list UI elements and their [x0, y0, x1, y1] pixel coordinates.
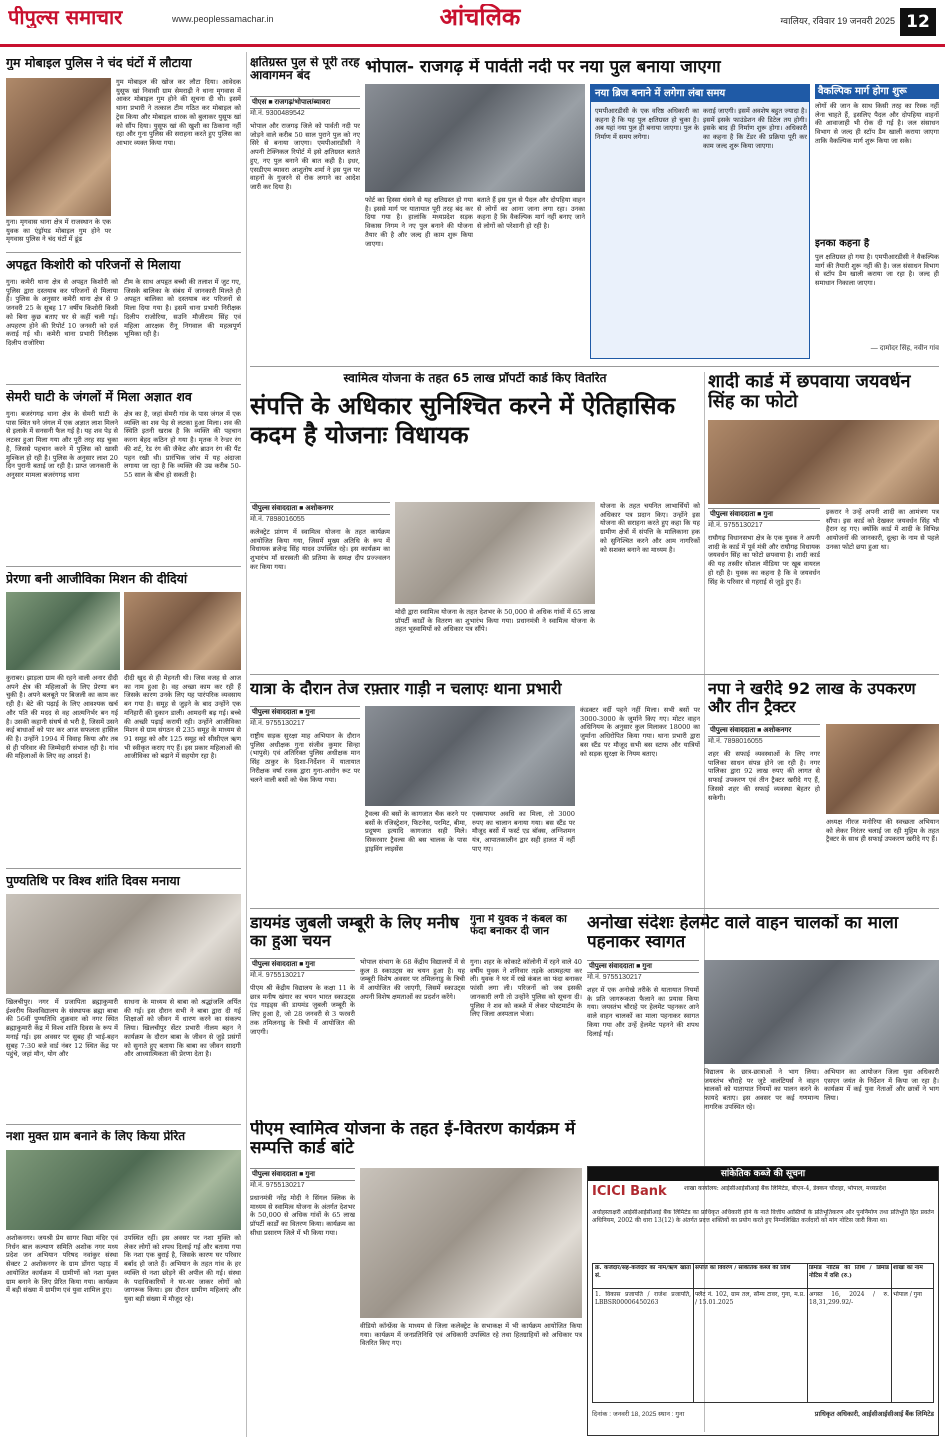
page-number: 12 — [900, 8, 936, 36]
story-text: कंडक्टर वर्दी पहने नहीं मिला। सभी बसों पर 3000-3000 के जुर्माने किए गए। मोटर वाहन अधिनियम के अनुसार कुल मिलाकर 18000 का जुर्माना अधिरोपित किया गया। थाना प्रभारी द्वारा बस स्टैंड पर मौजूद सभी बस स्टाफ और यात्रियों को सड़क सुरक्षा के नियम बताए। — [580, 706, 700, 758]
mobile-number: मो.नं. 7898016055 — [708, 738, 763, 745]
notice-signature: प्राधिकृत अधिकारी, आईसीआईसीआई बैंक लिमिटेड — [814, 1411, 934, 1418]
notice-body: अधोहस्ताक्षरी आईसीआईसीआई बैंक लिमिटेड का प्राधिकृत अधिकारी होने के नाते वित्तीय आस्तियों के प्रतिभूतिकरण और पुनर्निर्माण तथा प्रतिभूति हित प्रवर्तन अधिनियम, 2002 की धारा 13(12) के अंतर्गत प्रदत्त शक्तियों का प्रयोग करते हुए निम्नलिखित कर्जदारों को मांग नोटिस जारी किया था। — [592, 1209, 934, 1224]
story-text: टीम के साथ अपहृत बच्ची की तलाश में जुट गए, जिसके बालिका के संबंध में जानकारी मिलते ही अपहृत बालिका को दस्तयाब कर परिजनों से मिला दिया गया है। इसमें थाना प्रभारी निरीक्षक दिलीप राजोरिया, सउनि मौजीराम सिंह एवं महिला आरक्षक रीनू निगवाल की महत्वपूर्ण भूमिका रही है। — [124, 278, 241, 339]
table-header: डिमांड नोटिस की तिथि / डिमांड नोटिस में राशि (रु.) — [809, 1265, 889, 1279]
story-pm-svamitva — [250, 1120, 582, 1435]
site-url[interactable]: www.peoplessamachar.in — [172, 14, 274, 24]
alternate-route — [815, 84, 939, 234]
story-headline: पीएम स्वामित्व योजना के तहत ई-वितरण कार्यक्रम में सम्पत्ति कार्ड बांटे — [250, 1120, 576, 1159]
story-text: शहर में एक अनोखे तरीके से यातायात नियमों के प्रति जागरूकता फैलाने का प्रयास किया गया। जयस्तंभ चौराहे पर हेलमेट पहनकर आने वाले वाहन चालकों का माला पहनाकर स्वागत किया गया और उन्हें हेलमेट पहनने की शपथ दिलाई गई। — [587, 986, 699, 1038]
table-cell: अगस्त 16, 2024 / रु. 18,31,299.92/- — [809, 1291, 889, 1306]
story-svamitva-lead — [250, 372, 700, 668]
mobile-number: मो.नं. 7898016055 — [250, 516, 305, 523]
section-title: आंचलिक — [439, 4, 521, 31]
story-lost-mobile — [6, 56, 241, 248]
story-text: भोपाल और राजगढ़ जिले को पार्वती नदी पर जोड़ने वाले करीब 50 साल पुराने पुल को नए सिरे से बनाया जाएगा। एमपीआरडीसी ने अपनी टेक्निकल रिपोर्ट में इसे क्षतिग्रस्त बताते हुए, नए पुल बनाने की बात कही है। इधर, एसडीएम ब्यावरा आशुतोष शर्मा ने इस पुल पर वाहनों के गुजरने से रोक लगाने का आदेश जारी कर दिया है। — [250, 122, 360, 191]
story-headline: शादी कार्ड में छपवाया जयवर्धन सिंह का फोटो — [708, 372, 911, 413]
table-cell: फ्लैट नं. 102, ग्राम तल, सौम्य टावर, गुना, म.प्र. / 15.01.2025 — [695, 1291, 805, 1306]
table-rule — [693, 1264, 694, 1402]
table-header: क्र. कर्जदार/सह-कर्जदार का नाम/ऋण खाता सं. — [595, 1265, 691, 1279]
brand-logo: पीपुल्स समाचार — [8, 6, 123, 29]
column-divider — [246, 52, 247, 1437]
box-text: एमपीआरडीसी के एक वरिष्ठ अधिकारी का कहना है कि यह पुल क्षतिग्रस्त हो चुका है। अब यहां नया पुल ही बनाया जाएगा। पुल के निर्माण में समय लगेगा। — [595, 107, 699, 142]
table-cell: 1. विकास प्रजापति / राजेश प्रजापति, LBBSR00006450263 — [595, 1291, 691, 1306]
icici-notice — [587, 1166, 939, 1436]
story-youth-suicide — [470, 914, 582, 1114]
divider — [6, 868, 241, 869]
story-text: गुना। कमेरी थाना क्षेत्र से अपहृत किशोरी को पुलिस द्वारा दस्तयाब कर परिजनों से मिलाया है। पुलिस के अनुसार कमेरी थाना क्षेत्र से 9 जनवरी 25 के सुबह 17 वर्षीय किशोरी किसी को बिना कुछ बताए घर से कहीं चली गई। अपहरण होने की रिपोर्ट 10 जनवरी को दर्ज कराई गई थी। कमेरी थाना प्रभारी निरीक्षक दिलीप राजोरिया — [6, 278, 118, 347]
bank-logo: ICICI Bank — [592, 1185, 667, 1199]
story-text: उपस्थित रहीं। इस अवसर पर नशा मुक्ति को लेकर लोगों को शपथ दिलाई गई और बताया गया कि नशा एक बुराई है, जिसके कारण घर परिवार बर्बाद हो जाते हैं। अभियान के तहत गांव के हर व्यक्ति से नशा छोड़ने की अपील की गई। संस्था के पदाधिकारियों ने घर-घर जाकर लोगों को जागरूक किया। इस दौरान ग्रामीण महिलाएं और युवा बड़ी संख्या में मौजूद रहे। — [124, 1234, 241, 1303]
divider — [6, 252, 241, 253]
story-text: मोदी द्वारा स्वामित्व योजना के तहत देशभर के 50,000 से अधिक गांवों में 65 लाख प्रॉपर्टी कार्डों के वितरण का शुभारंभ किया गया। प्रधानमंत्री ने स्वामित्व योजना के तहत भूस्वामियों को अधिकार पत्र सौंपे। — [395, 608, 595, 634]
photo-card-distribution — [360, 1168, 582, 1318]
story-text: अशोकनगर। जयश्री प्रेम सागर विद्या मंदिर एवं निर्धन बाल कल्याण समिति अशोक नगर मध्य प्रदेश जन अभियान परिषद नवांकुर संस्था सेक्टर 2 अशोकनगर के ग्राम डोंगरा पहाड़ में आयोजित कार्यक्रम में ग्रामीणों को नशा मुक्त ग्राम बनाने के लिए प्रेरित किया गया। कार्यक्रम में बड़ी संख्या में ग्रामीण एवं युवा शामिल हुए। — [6, 1234, 118, 1295]
story-text: साधना के माध्यम से बाबा को श्रद्धांजलि अर्पित की गई। इस दौरान सभी ने बाबा द्वारा दी गई शिक्षाओं को जीवन में धारण करने का संकल्प लिया। खिलचीपुर सेंटर प्रभारी नीलम बहन ने कार्यक्रम के दौरान बाबा के जीवन से जुड़े प्रसंगों को सुनाते हुए बताया कि बाबा का जीवन सादगी और आध्यात्मिकता की प्रेरणा देता है। — [124, 998, 241, 1059]
story-text: इकरार ने उन्हें अपनी शादी का आमंत्रण पत्र सौंपा। इस कार्ड को देखकर जयवर्धन सिंह भी हैरान रह गए। क्योंकि कार्ड में शादी के विभिन्न आयोजनों की जानकारी, दूल्हा के नाम से पहले उनका फोटो छपा हुआ था। — [826, 508, 939, 551]
story-headline: नपा ने खरीदे 92 लाख के उपकरण और तीन ट्रैक्टर — [708, 680, 916, 716]
story-headline: डायमंड जुबली जम्बूरी के लिए मनीष का हुआ चयन — [250, 914, 459, 950]
story-text: अध्यक्ष नीरज मनोरिया की स्वच्छता अभियान को लेकर निरंतर चलाई जा रही मुहिम के तहत ट्रैक्टर के साथ ही सफाई उपकरण खरीदे गए हैं। — [826, 818, 939, 844]
byline: पीएस ■ राजगढ़/भोपाल/ब्यावरा — [250, 96, 360, 109]
story-text: गुना। शहर के कोकाटे कॉलोनी में रहने वाले 40 वर्षीय युवक ने शनिवार तड़के आत्महत्या कर ली। युवक ने घर में रखे कंबल का फंदा बनाकर फांसी लगा ली। परिजनों को जब इसकी जानकारी लगी तो उन्होंने पुलिस को सूचना दी। पुलिस ने शव को कब्जे में लेकर पोस्टमार्टम के लिए जिला अस्पताल भेजा। — [470, 958, 582, 1019]
story-text: भोपाल संभाग के 68 केंद्रीय विद्यालयों में से कुल 8 स्काउट्स का चयन हुआ है। यह जम्बूरी विशेष अवसर पर तमिलनाडु के त्रिची में आयोजित की जाएगी, जिसमें स्काउट्स अपनी विशेष क्षमताओं का प्रदर्शन करेंगे। — [360, 958, 465, 1001]
story-jamboree — [250, 914, 465, 1114]
table-rule — [593, 1288, 933, 1289]
story-text: राष्ट्रीय सड़क सुरक्षा माह अभियान के दौरान पुलिस अधीक्षक गुना संजीव कुमार सिन्हा (भापुसे) एवं अतिरिक्त पुलिस अधीक्षक मान सिंह ठाकुर के दिशा-निर्देशन में यातायात निरीक्षक वर्षा रजक द्वारा गुना-आरोन रूट पर चलने वाली बसों को चेक किया गया। — [250, 732, 360, 784]
story-text: वीडियो कॉन्फ्रेंस के माध्यम से जिला कलेक्ट्रेट के सभाकक्ष में भी कार्यक्रम आयोजित किया गया। कार्यक्रम में जनप्रतिनिधि एवं अधिकारी उपस्थित रहे तथा हितग्राहियों को अधिकार पत्र वितरित किए गए। — [360, 1322, 582, 1348]
photo-helmet-riders — [704, 960, 939, 1064]
photo-wedding-card — [708, 420, 939, 504]
byline: पीपुल्स संवाददाता ■ गुना — [250, 1168, 355, 1181]
divider — [250, 908, 939, 909]
quote-name: — दामोदर सिंह, नवीन गांव — [870, 345, 939, 352]
byline: पीपुल्स संवाददाता ■ गुना — [708, 508, 820, 521]
box-heading: वैकल्पिक मार्ग होगा शुरू — [815, 84, 939, 99]
notice-table — [592, 1263, 934, 1403]
bridge-headline: भोपाल- राजगढ़ में पार्वती नदी पर नया पुल बनाया जाएगा — [365, 58, 721, 77]
photo-stage-event — [395, 502, 595, 604]
story-text: पीएम श्री केंद्रीय विद्यालय के कक्षा 11 के छात्र मनीष खंगार का चयन भारत स्काउट्स एंड गाइड्स की डायमंड जुबली जम्बूरी के लिए हुआ है, जो 28 जनवरी से 3 फरवरी तक तमिलनाडु के त्रिची में आयोजित की जाएगी। — [250, 984, 355, 1036]
bridge-side-head: क्षतिग्रस्त पुल से पूरी तरह आवागमन बंद — [250, 56, 360, 83]
bank-address: शाखा कार्यालय: आईसीआईसीआई बैंक लिमिटेड, बीएन-4, डेक्कन चौराहा, भोपाल, मध्यप्रदेश — [684, 1185, 886, 1192]
sidebar-box-long-time — [590, 84, 810, 359]
divider — [6, 1124, 241, 1125]
story-text: अभियान का आयोजन जिला युवा अधिकारी एसएन जयंत के निर्देशन में किया जा रहा है। कार्यक्रम में कई युवा नेताओं और छात्रों ने भाग लिया। — [824, 1068, 939, 1103]
lead-headline: संपत्ति के अधिकार सुनिश्चित करने में ऐतिहासिक कदम है योजनाः विधायक — [250, 392, 676, 449]
mobile-number: मो.नं. 9755130217 — [250, 972, 305, 979]
photo-women-shop — [6, 592, 120, 670]
photo-rally-banner — [6, 1150, 241, 1230]
divider — [6, 566, 241, 567]
story-text: कलेक्ट्रेट प्रांगण में स्वामित्व योजना के तहत कार्यक्रम आयोजित किया गया, जिसमें मुख्य अतिथि के रूप में विधायक ब्रजेन्द्र सिंह यादव उपस्थित रहे। इस कार्यक्रम का शुभारंभ माँ सरस्वती की प्रतिमा के समक्ष दीप प्रज्ज्वलन कर किया गया। — [250, 528, 390, 571]
notice-heading: सांकेतिक कब्जे की सूचना — [588, 1167, 938, 1181]
box-text: लोगों की जान के साथ किसी तरह का रिस्क नहीं लेना चाहते हैं, इसलिए पैदल और दोपहिया वाहनों की आवाजाही भी रोक दी गई है। जल संसाधन विभाग से जल्द ही स्टॉप डैम खाली कराया जाएगा ताकि वैकल्पिक मार्ग शुरू किया जा सके। — [815, 102, 939, 145]
story-title: अपहृत किशोरी को परिजनों से मिलाया — [6, 258, 181, 272]
story-title: प्रेरणा बनी आजीविका मिशन की दीदियां — [6, 572, 188, 586]
story-text: राघौगढ़ विधानसभा क्षेत्र के एक युवक ने अपनी शादी के कार्ड में पूर्व मंत्री और राघौगढ़ विधायक जयवर्धन सिंह का फोटो छपवाया है। शादी कार्ड की यह तस्वीर सोशल मीडिया पर खूब वायरल हो रही है। युवक का कहना है कि वे जयवर्धन सिंह के परिवार से गहराई से जुड़े हुए हैं। — [708, 534, 820, 586]
table-rule — [807, 1264, 808, 1402]
dateline: ग्वालियर, रविवार 19 जनवरी 2025 — [780, 16, 895, 26]
story-text: एक्सपायर अवधि का मिला, तो 3000 रुपए का चालान बनाया गया। बस स्टैंड पर मौजूद बसों में फर्स्ट एड बॉक्स, अग्निशमन यंत्र, आपातकालीन द्वार सही हालत में नहीं पाए गए। — [472, 810, 575, 853]
story-peace-day — [6, 874, 241, 1118]
masthead-rule — [0, 44, 945, 47]
story-wedding-card — [708, 372, 939, 668]
story-text: गुम मोबाइल की खोज कर लौटा दिया। आवेदक युसूफ खां निवासी ग्राम सेमराढ़ी ने थाना मृगवास में आकर मोबाइल गुम होने की सूचना दी थी। इसमें थाना प्रभारी ने तत्काल टीम गठित कर मोबाइल को ट्रेस किया और मोबाइल धारक को बुलाकर युसूफ खां को सौंप दिया। युसूफ खां की खुशी का ठिकाना नहीं रहा और गुना पुलिस की सराहना करते हुए पुलिस का आभार व्यक्त किया गया। — [116, 78, 241, 147]
kicker: स्वामित्व योजना के तहत 65 लाख प्रॉपर्टी कार्ड किए वितरित — [343, 372, 607, 385]
story-text: गुना। मृगवास थाना क्षेत्र में राजस्थान के एक युवक का एंड्रॉयड मोबाइल गुम होने पर मृगवास पुलिस ने चंद घंटों में ढूंढ — [6, 218, 111, 244]
story-title: गुम मोबाइल पुलिस ने चंद घंटों में लौटाया — [6, 56, 192, 70]
story-helmet-welcome — [587, 914, 939, 1162]
story-headline: गुना में युवक ने कंबल का फंदा बनाकर दी जान — [470, 914, 567, 937]
story-headline: अनोखा संदेशः हेलमेट वाले वाहन चालकों का माला पहनाकर स्वागत — [587, 914, 899, 953]
story-text: कुराबर। झाड़ला ग्राम की रहने वाली अनार दीदी अपने क्षेत्र की महिलाओं के लिए प्रेरणा बन चुकी है। अपने बलबूते पर बिजली का काम कर रही है। बेटे की पढ़ाई के लिए आवश्यक खर्च और पति की मदद से वह आत्मनिर्भर बन गई है। उसकी कहानी संघर्ष से भरी है, जिसमें उसने कई बाधाओं को पार कर आज सफलता हासिल की है। उन्होंने 1994 में विवाह किया और तब से ही परिवार की जिम्मेदारी संभाल रही है। गांव की महिलाओं के लिए वह आदर्श है। — [6, 674, 118, 761]
story-title: पुण्यतिथि पर विश्व शांति दिवस मनाया — [6, 874, 180, 888]
masthead — [0, 0, 945, 44]
story-aajeevika — [6, 572, 241, 862]
story-text: फोर्ट का हिस्सा धंसने से यह क्षतिग्रस्त हो गया है। इससे मार्ग पर यातायात पूरी तरह बंद कर दिया गया है। हालांकि मध्यप्रदेश सड़क विकास निगम ने नए पुल बनाने की योजना तैयार की है और जल्द ही काम शुरू किया जाएगा। — [365, 196, 473, 248]
story-text: प्रधानमंत्री नरेंद्र मोदी ने सिंगल क्लिक के माध्यम से स्वामित्व योजना के अंतर्गत देशभर के 50,000 से अधिक गांवों के 65 लाख प्रॉपर्टी कार्डों का वितरण किया। कार्यक्रम का सीधा प्रसारण जिले में भी किया गया। — [250, 1194, 355, 1237]
mobile-number: मो.नं. 9755130217 — [587, 974, 642, 981]
table-header: संपत्ति का विवरण / सांकेतिक कब्जे की तिथि — [695, 1265, 791, 1271]
story-headline: यात्रा के दौरान तेज रफ़्तार गाड़ी न चलाएः थाना प्रभारी — [250, 680, 562, 698]
quote-text: पुल क्षतिग्रस्त हो गया है। एमपीआरडीसी ने वैकल्पिक मार्ग की तैयारी शुरू नहीं की है। जल संसाधन विभाग से स्टॉप डैम खाली कराया जा रहा है। जल्द ही समाधान निकाला जाएगा। — [815, 253, 939, 288]
photo-tractors — [826, 724, 939, 814]
byline: पीपुल्स संवाददाता ■ अशोकनगर — [250, 502, 390, 515]
story-text: गुना। बजरंगगढ़ थाना क्षेत्र के सेमरी घाटी के पास स्थित घने जंगल में एक अज्ञात लाश मिलने से इलाके में सनसनी फैल गई है। यह शव पेड़ से लटका हुआ मिला गया और पूरी तरह सड़ चुका है, जिससे पहचान करने में पुलिस को खासी मुश्किल हो रही है। पुलिस के अनुसार लाश 20 दिन पुरानी बताई जा रही है। प्राप्त जानकारी के अनुसार मामला बजरंगगढ़ थाना — [6, 410, 118, 479]
story-municipal-purchase — [708, 680, 939, 902]
story-text: ट्रैवल्स की बसों के कागजात चैक करने पर बसों के रजिस्ट्रेशन, फिटनेस, परमिट, बीमा, प्रदूषण इत्यादि कागजात सही मिले। सिकरवार ट्रैवल्स की बस चालक के पास ड्राइविंग लाइसेंस — [365, 810, 467, 853]
byline: पीपुल्स संवाददाता ■ गुना — [250, 958, 355, 971]
table-rule — [891, 1264, 892, 1402]
byline: पीपुल्स संवाददाता ■ गुना — [587, 960, 699, 973]
photo-gathering — [6, 894, 241, 994]
story-text: शहर की सफाई व्यवस्थाओं के लिए नगर पालिका साधन संपन्न होने जा रही है। नगर पालिका द्वारा 92 लाख रुपए की लागत से सफाई उपकरण एवं तीन ट्रैक्टर खरीदे गए हैं, जिससे शहर की सफाई व्यवस्था बेहतर हो सकेगी। — [708, 750, 820, 802]
byline: पीपुल्स संवाददाता ■ गुना — [250, 706, 360, 719]
box-heading: इनका कहना है — [815, 238, 870, 249]
photo-police-checking — [365, 706, 575, 806]
divider — [250, 366, 939, 367]
divider — [250, 674, 939, 675]
story-title: नशा मुक्त ग्राम बनाने के लिए किया प्रेरित — [6, 1130, 186, 1143]
story-text: खिलचीपुर। नगर में प्रजापिता ब्रह्माकुमारी ईश्वरीय विश्वविद्यालय के संस्थापक ब्रह्मा बाबा की 56वीं पुण्यतिथि शुक्रवार को नगर स्थित ब्रह्माकुमारी केंद्र में विश्व शांति दिवस के रूप में मनाई गई। इस अवसर पर सुबह ही भाई-बहन सुबह 7:30 बजे वार्ड नंबर 12 स्थित केंद्र पर पहुंचे, जहां मौन, योग और — [6, 998, 118, 1059]
photo-woman-working — [124, 592, 241, 670]
story-text: योजना के तहत चयनित लाभार्थियों को अधिकार पत्र प्रदान किए। उन्होंने इस योजना की सराहना करते हुए कहा कि यह ग्रामीण क्षेत्रों में संपत्ति के मालिकाना हक को सुनिश्चित करने और आम नागरिकों को सशक्त बनाने का माध्यम है। — [600, 502, 700, 554]
table-cell: भोपाल / गुना — [893, 1291, 922, 1298]
story-drug-free — [6, 1130, 241, 1430]
photo-damaged-bridge — [365, 84, 585, 192]
mobile-number: मो.नं. 9755130217 — [250, 1182, 305, 1189]
mobile-number: मो.नं. 9755130217 — [708, 522, 763, 529]
box-heading: नया ब्रिज बनाने में लगेगा लंबा समय — [591, 85, 810, 102]
story-title: सेमरी घाटी के जंगलों में मिला अज्ञात शव — [6, 390, 192, 404]
box-text: कराई जाएगी। इसमें अवशेष बहुत ज्यादा है। इसमें इसके फाउंडेशन की डिटेल तय होगी। इसके बाद ही निर्माण शुरू होगा। अधिकारी का कहना है कि टेंडर की प्रक्रिया पूरी कर काम जल्द शुरू किया जाएगा। — [703, 107, 807, 150]
story-dead-body — [6, 390, 241, 560]
mobile-number: मो.नं. 9755130217 — [250, 720, 305, 727]
divider — [6, 384, 241, 385]
story-text: क्षेत्र का है, जहां सेमरी गांव के पास जंगल में एक व्यक्ति का शव पेड़ से लटका हुआ मिला। शव की स्थिति इतनी खराब है कि व्यक्ति की पहचान करना बेहद कठिन हो गया है। मृतक ने रेन्डर रंग की शर्ट, रेड रंग की जैकेट और ब्राउन रंग की पैंट पहन रखी थी। प्रारंभिक जांच में यह अंदाजा लगाया जा रहा है कि व्यक्ति की उम्र करीब 50-55 साल के बीच हो सकती है। — [124, 410, 241, 479]
table-header: शाखा का नाम — [893, 1265, 923, 1271]
story-kidnapped-girl — [6, 258, 241, 378]
photo-man-with-phone — [6, 78, 111, 216]
mobile-number: मो.नं. 9300489542 — [250, 110, 305, 117]
story-bridge — [250, 56, 939, 361]
story-text: दीदी खुद से ही मेहनती थी। जिस वजह से आज का नाम हुआ है। वह अच्छा काम कर रही हैं जिसके कारण उनके लिए यह पारंपरिक व्यवसाय बन गया है। समूह से जुड़ने के बाद उन्होंने एक मनिहारी की दुकान डाली। आमदनी बढ़ गई। बच्चे की अच्छी पढ़ाई करायी रही। उन्होंने आजीविका मिशन से ग्राम संगठन से 235 समूह के माध्यम से 91 समूह को और 125 समूह को सीसीएल ऋण भी स्वीकृत कराए गए हैं। इस प्रकार महिलाओं की आजीविका को बढ़ाने में सहयोग रहा है। — [124, 674, 241, 761]
story-text: बताते हैं इस पुल से पैदल और दोपहिया वाहन से लोगों का आना जाना लगा रहा। उनका कहना है कि वैकल्पिक मार्ग नहीं बनाए जाने से लोगों को परेशानी हो रही है। — [477, 196, 585, 231]
byline: पीपुल्स संवाददाता ■ अशोकनगर — [708, 724, 820, 737]
story-text: विद्यालय के छात्र-छात्राओं ने भाग लिया। जयस्तंभ चौराहे पर जुटे वालंटियर्स ने वाहन चालकों को यातायात नियमों का पालन करने के फायदे बताए। इस अवसर पर कई गणमान्य नागरिक उपस्थित रहे। — [704, 1068, 819, 1111]
story-speed-warning — [250, 680, 700, 902]
quote-box — [815, 238, 939, 359]
notice-footer: दिनांक : जनवरी 18, 2025 स्थान : गुना — [592, 1411, 685, 1418]
